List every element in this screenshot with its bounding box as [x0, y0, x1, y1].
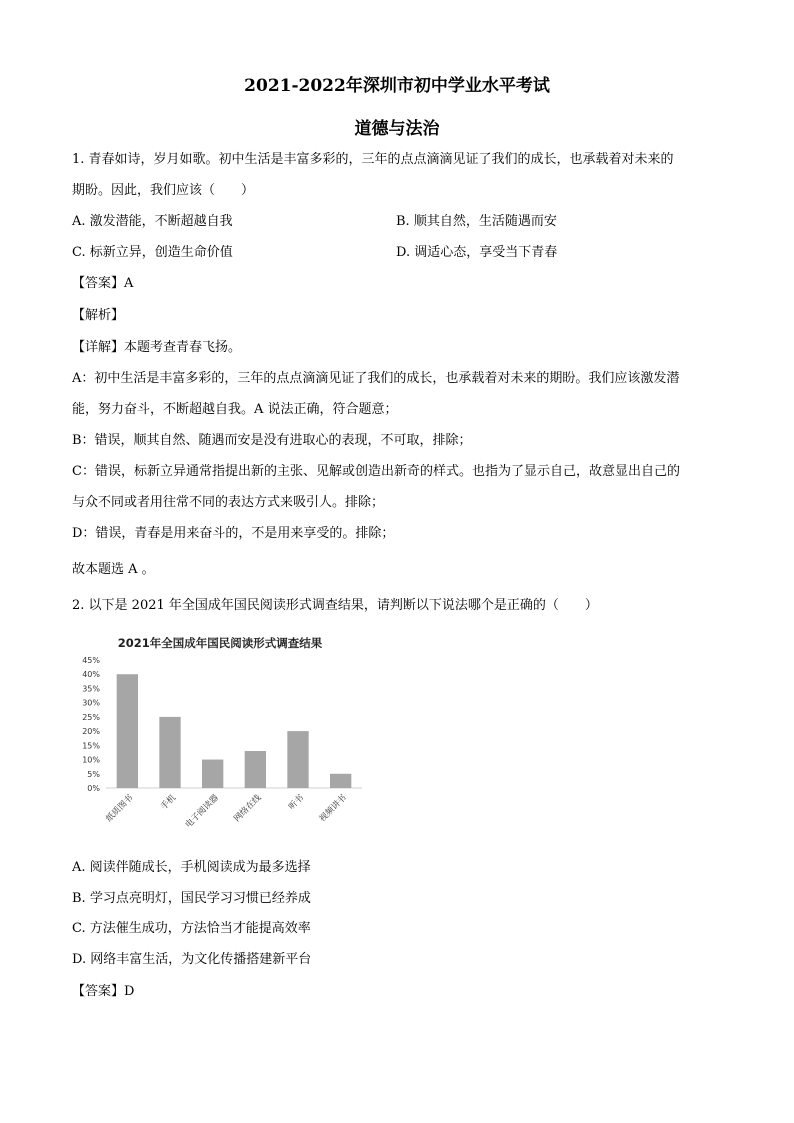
- q2-stem: 2. 以下是 2021 年全国成年国民阅读形式调查结果，请判断以下说法哪个是正确的（ ）: [72, 598, 598, 613]
- q1-analysis-a-line2: 能，努力奋斗，不断超越自我。A 说法正确，符合题意；: [72, 402, 398, 417]
- y-tick-label: 45%: [82, 656, 100, 665]
- bar-4: [287, 731, 308, 788]
- reading-survey-bar-chart: [70, 630, 370, 845]
- bar-0: [117, 674, 138, 788]
- q1-option-a: A. 激发潜能，不断超越自我: [72, 214, 233, 229]
- x-axis: [104, 792, 350, 830]
- y-tick-label: 10%: [82, 755, 100, 765]
- page-subtitle: 道德与法治: [354, 119, 440, 139]
- q1-analysis-a-line1: A：初中生活是丰富多彩的，三年的点点滴滴见证了我们的成长，也承载着对未来的期盼。我们应该激发潜: [72, 371, 680, 386]
- q1-option-c: C. 标新立异，创造生命价值: [72, 245, 233, 260]
- y-tick-label: 20%: [82, 727, 100, 737]
- q2-answer: 【答案】D: [72, 984, 135, 999]
- y-tick-label: 30%: [82, 698, 100, 708]
- q1-option-b: B. 顺其自然，生活随遇而安: [396, 214, 557, 229]
- page-title: 2021-2022年深圳市初中学业水平考试: [244, 76, 550, 96]
- bar-5: [330, 774, 351, 788]
- y-tick-label: 25%: [82, 712, 100, 722]
- bar-series: [117, 674, 352, 788]
- q1-stem-line1: 1. 青春如诗，岁月如歌。初中生活是丰富多彩的，三年的点点滴滴见证了我们的成长，也承载着对未来的: [72, 152, 674, 167]
- q1-conclusion: 故本题选 A 。: [72, 562, 155, 577]
- chart-title: 2021年全国成年国民阅读形式调查结果: [117, 636, 323, 650]
- q1-analysis-b: B：错误，顺其自然、随遇而安是没有进取心的表现，不可取，排除；: [72, 433, 472, 448]
- bar-2: [202, 760, 223, 788]
- y-tick-label: 0%: [87, 784, 100, 793]
- q1-answer: 【答案】A: [72, 276, 134, 291]
- q1-analysis-d: D：错误，青春是用来奋斗的，不是用来享受的。排除；: [72, 526, 395, 541]
- q2-option-d: D. 网络丰富生活，为文化传播搭建新平台: [72, 952, 312, 967]
- bar-3: [245, 751, 266, 788]
- q1-stem-line2: 期盼。因此，我们应该（ ）: [72, 183, 255, 198]
- x-tick-label: 电子阅读器: [183, 793, 221, 831]
- x-tick-label: 听书: [287, 793, 307, 813]
- x-tick-label: 手机: [159, 793, 179, 813]
- q1-analysis-label: 【解析】: [72, 308, 125, 323]
- x-tick-label: 网络在线: [232, 793, 264, 825]
- q1-detail: 【详解】本题考查青春飞扬。: [72, 340, 242, 355]
- y-tick-label: 15%: [82, 741, 100, 751]
- y-tick-label: 35%: [82, 684, 100, 694]
- y-tick-label: 5%: [87, 769, 100, 779]
- q1-option-d: D. 调适心态，享受当下青春: [396, 245, 558, 260]
- x-tick-label: 视频讲书: [317, 793, 349, 825]
- q1-analysis-c-line1: C：错误，标新立异通常指提出新的主张、见解或创造出新奇的样式。也指为了显示自己，故意显出自己的: [72, 464, 680, 479]
- bar-1: [159, 717, 180, 788]
- x-tick-label: 纸质图书: [104, 793, 136, 825]
- y-tick-label: 40%: [82, 670, 100, 680]
- q2-option-b: B. 学习点亮明灯，国民学习习惯已经养成: [72, 891, 311, 906]
- q1-analysis-c-line2: 与众不同或者用往常不同的表达方式来吸引人。排除；: [72, 495, 385, 510]
- q2-option-c: C. 方法催生成功，方法恰当才能提高效率: [72, 921, 311, 936]
- q2-option-a: A. 阅读伴随成长，手机阅读成为最多选择: [72, 860, 311, 875]
